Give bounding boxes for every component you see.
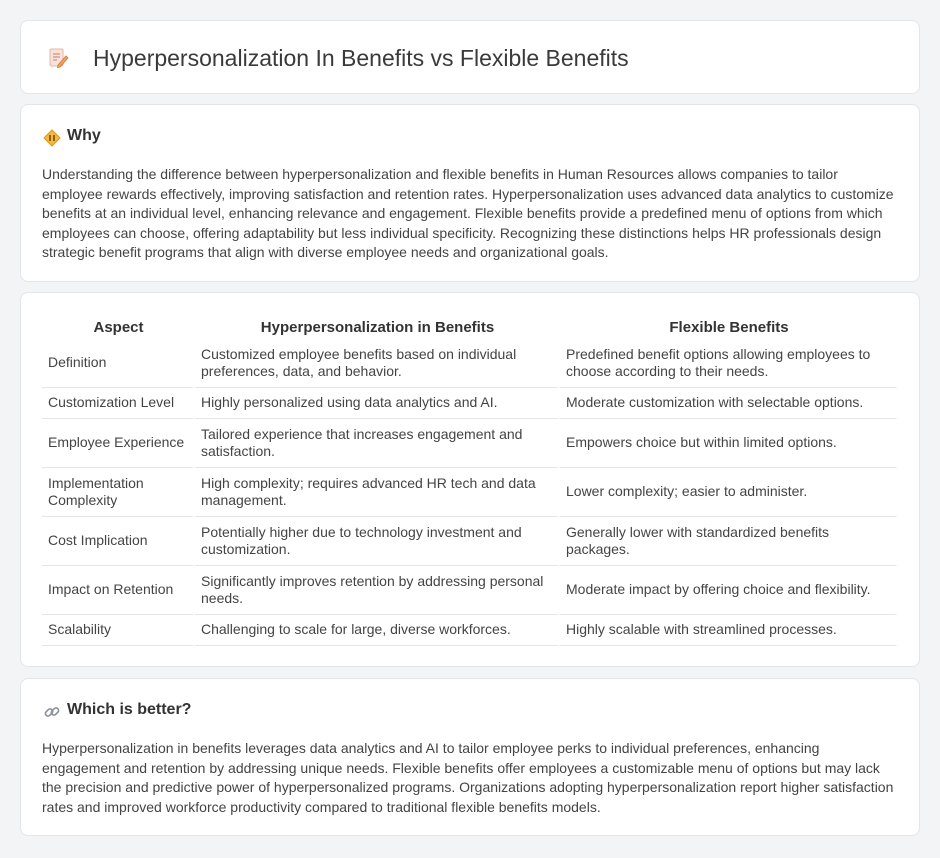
diamond-sign-icon <box>43 129 61 147</box>
flexible-cell: Highly scalable with streamlined processes. <box>560 615 898 646</box>
flexible-cell: Moderate customization with selectable options. <box>560 388 898 419</box>
document-edit-icon <box>47 47 69 69</box>
aspect-cell: Impact on Retention <box>42 566 195 615</box>
table-row <box>42 566 898 615</box>
table-header-row <box>42 315 898 339</box>
flexible-cell: Empowers choice but within limited options. <box>560 419 898 468</box>
aspect-cell: Implementation Complexity <box>42 468 195 517</box>
aspect-cell: Customization Level <box>42 388 195 419</box>
why-text: Understanding the difference between hyperpersonalization and flexible benefits in Human Resources allows companies to tailor employee rewards effectively, improving satisfaction and retention rates. Hyperpersonalization uses advanced data analytics to customize benefits at an individual level, enhancing relevance and engagement. Flexible benefits provide a predefined menu of options from which employees can choose, offering adaptability but less individual specificity. Recognizing these distinctions helps HR professionals design strategic benefit programs that align with diverse employee needs and organizational goals. <box>42 166 894 261</box>
flexible-cell: Predefined benefit options allowing employees to choose according to their needs. <box>560 339 898 388</box>
table-row <box>42 339 898 388</box>
table-row <box>42 388 898 419</box>
hyper-cell: Significantly improves retention by addressing personal needs. <box>195 566 560 615</box>
why-section <box>20 104 920 282</box>
header-flexible: Flexible Benefits <box>669 318 789 336</box>
comparison-section <box>20 292 920 667</box>
table-row <box>42 517 898 566</box>
aspect-cell: Scalability <box>42 615 195 646</box>
hyper-cell: Tailored experience that increases engagement and satisfaction. <box>195 419 560 468</box>
hyper-cell: Customized employee benefits based on individual preferences, data, and behavior. <box>195 339 560 388</box>
header-aspect: Aspect <box>93 318 144 336</box>
hyper-cell: Potentially higher due to technology investment and customization. <box>195 517 560 566</box>
hyper-cell: High complexity; requires advanced HR tech and data management. <box>195 468 560 517</box>
hyper-cell: Challenging to scale for large, diverse workforces. <box>195 615 560 646</box>
aspect-cell: Definition <box>42 339 195 388</box>
page-title: Hyperpersonalization In Benefits vs Flexible Benefits <box>93 45 629 71</box>
flexible-cell: Moderate impact by offering choice and flexibility. <box>560 566 898 615</box>
flexible-cell: Generally lower with standardized benefits packages. <box>560 517 898 566</box>
why-title: Why <box>67 127 101 144</box>
aspect-cell: Employee Experience <box>42 419 195 468</box>
header-hyperpersonalization: Hyperpersonalization in Benefits <box>260 318 495 336</box>
which-is-better-section <box>20 678 920 836</box>
hyper-cell: Highly personalized using data analytics and AI. <box>195 388 560 419</box>
table-row <box>42 615 898 646</box>
aspect-cell: Cost Implication <box>42 517 195 566</box>
flexible-cell: Lower complexity; easier to administer. <box>560 468 898 517</box>
comparison-table <box>42 315 898 646</box>
table-row <box>42 419 898 468</box>
which-is-better-text: Hyperpersonalization in benefits leverages data analytics and AI to tailor employee perks to individual preferences, enhancing engagement and retention by addressing unique needs. Flexible benefits offer employees a customizable menu of options but may lack the precision and predictive power of hyperpersonalized programs. Organizations adopting hyperpersonalization report higher satisfaction rates and improved workforce productivity compared to traditional flexible benefits models. <box>42 740 894 815</box>
table-row <box>42 468 898 517</box>
which-is-better-title: Which is better? <box>67 701 192 718</box>
header-card <box>20 20 920 94</box>
link-icon <box>43 703 61 721</box>
